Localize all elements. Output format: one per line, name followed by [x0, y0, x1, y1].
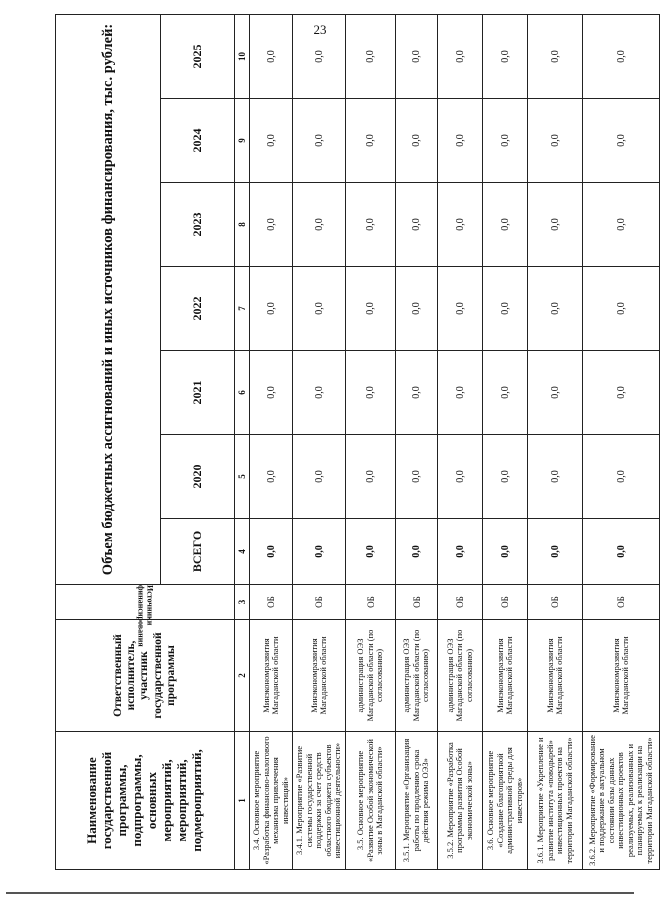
row-responsible: администрация ОЭЗ Магаданской области (по согласованию) — [396, 620, 438, 732]
row-value-2024: 0,0 — [346, 99, 396, 183]
table-row — [528, 14, 583, 869]
row-value-2022: 0,0 — [438, 267, 483, 351]
header-year-2022: 2022 — [161, 267, 235, 351]
row-responsible: администрация ОЭЗ Магаданской области (по согласованию) — [346, 620, 396, 732]
row-source: ОБ — [438, 585, 483, 620]
row-value-2022: 0,0 — [396, 267, 438, 351]
header-responsible: Ответственный исполнитель, участник государственной программы — [56, 620, 235, 732]
column-number: 6 — [235, 351, 250, 435]
column-number: 7 — [235, 267, 250, 351]
row-value-2024: 0,0 — [528, 99, 583, 183]
table-row — [483, 14, 528, 869]
column-number: 9 — [235, 99, 250, 183]
row-value-2025: 0,0 — [293, 14, 346, 98]
row-value-2021: 0,0 — [583, 351, 660, 435]
row-value-2020: 0,0 — [346, 435, 396, 519]
row-value-2023: 0,0 — [346, 183, 396, 267]
row-value-2023: 0,0 — [528, 183, 583, 267]
row-value-2022: 0,0 — [346, 267, 396, 351]
row-source: ОБ — [250, 585, 293, 620]
row-value-2022: 0,0 — [250, 267, 293, 351]
row-name: 3.6.1. Мероприятие «Укрепление и развитие института «поводырей» инвестиционных проектов на территории Магаданской области» — [528, 732, 583, 870]
row-responsible: администрация ОЭЗ Магаданской области (по согласованию) — [438, 620, 483, 732]
row-value-2025: 0,0 — [396, 14, 438, 98]
row-value-2023: 0,0 — [396, 183, 438, 267]
row-value-2020: 0,0 — [396, 435, 438, 519]
row-name: 3.5.1. Мероприятие «Организация работы по продлению срока действия режима ОЭЗ» — [396, 732, 438, 870]
row-value-2020: 0,0 — [438, 435, 483, 519]
header-year-2021: 2021 — [161, 351, 235, 435]
row-value-2022: 0,0 — [528, 267, 583, 351]
column-number: 3 — [235, 585, 250, 620]
row-responsible: Минэкономразвития Магаданской области — [250, 620, 293, 732]
header-total: ВСЕГО — [161, 519, 235, 585]
row-name: 3.4.1. Мероприятие «Развитие системы государственной поддержки за счет средств областного бюджета субъектов инвестиционной деятельности» — [293, 732, 346, 870]
row-name: 3.5. Основное мероприятие «Развитие Особой экономической зоны в Магаданской области» — [346, 732, 396, 870]
table-row — [438, 14, 483, 869]
row-value-2021: 0,0 — [396, 351, 438, 435]
page-bottom-rule — [6, 892, 634, 894]
row-value-2021: 0,0 — [528, 351, 583, 435]
row-value-2021: 0,0 — [438, 351, 483, 435]
table-row — [293, 14, 346, 869]
row-responsible: Минэкономразвития Магаданской области — [293, 620, 346, 732]
row-source: ОБ — [396, 585, 438, 620]
header-year-2023: 2023 — [161, 183, 235, 267]
row-responsible: Минэкономразвития Магаданской области — [528, 620, 583, 732]
header-year-2024: 2024 — [161, 99, 235, 183]
column-number: 4 — [235, 519, 250, 585]
row-value-2021: 0,0 — [293, 351, 346, 435]
row-source: ОБ — [293, 585, 346, 620]
rotated-table-wrapper — [55, 15, 654, 870]
row-value-2021: 0,0 — [250, 351, 293, 435]
row-value-2024: 0,0 — [293, 99, 346, 183]
table-row — [250, 14, 293, 869]
header-year-2020: 2020 — [161, 435, 235, 519]
funding-table — [55, 14, 660, 870]
header-source — [56, 585, 235, 647]
row-value-2024: 0,0 — [396, 99, 438, 183]
row-total: 0,0 — [346, 519, 396, 585]
row-value-2021: 0,0 — [483, 351, 528, 435]
header-funding: Объем бюджетных ассигнований и иных источников финансирования, тыс. рублей: — [56, 14, 161, 584]
header-year-2025: 2025 — [161, 14, 235, 98]
row-value-2022: 0,0 — [483, 267, 528, 351]
row-value-2024: 0,0 — [438, 99, 483, 183]
row-value-2023: 0,0 — [250, 183, 293, 267]
row-value-2021: 0,0 — [346, 351, 396, 435]
row-value-2020: 0,0 — [483, 435, 528, 519]
row-total: 0,0 — [396, 519, 438, 585]
row-value-2025: 0,0 — [346, 14, 396, 98]
row-value-2023: 0,0 — [583, 183, 660, 267]
row-value-2025: 0,0 — [528, 14, 583, 98]
row-value-2025: 0,0 — [483, 14, 528, 98]
row-value-2023: 0,0 — [293, 183, 346, 267]
row-name: 3.5.2. Мероприятие «Разработка программы развития Особой экономической зоны» — [438, 732, 483, 870]
row-source: ОБ — [483, 585, 528, 620]
page-number: 23 — [313, 22, 327, 37]
row-value-2025: 0,0 — [438, 14, 483, 98]
row-value-2020: 0,0 — [293, 435, 346, 519]
column-number: 1 — [235, 732, 250, 870]
row-total: 0,0 — [293, 519, 346, 585]
row-value-2025: 0,0 — [250, 14, 293, 98]
row-total: 0,0 — [438, 519, 483, 585]
column-number: 8 — [235, 183, 250, 267]
table-row — [396, 14, 438, 869]
row-value-2020: 0,0 — [250, 435, 293, 519]
row-value-2024: 0,0 — [583, 99, 660, 183]
row-value-2023: 0,0 — [438, 183, 483, 267]
row-total: 0,0 — [528, 519, 583, 585]
row-total: 0,0 — [583, 519, 660, 585]
column-number: 10 — [235, 14, 250, 98]
table-row — [583, 14, 660, 869]
row-source: ОБ — [346, 585, 396, 620]
row-value-2020: 0,0 — [583, 435, 660, 519]
header-name: Наименование государственной программы, подпрограммы, основных мероприятий, мероприятий, подмероприятий, — [56, 732, 235, 870]
column-number: 5 — [235, 435, 250, 519]
column-number: 2 — [235, 620, 250, 732]
row-total: 0,0 — [483, 519, 528, 585]
row-value-2025: 0,0 — [583, 14, 660, 98]
row-source: ОБ — [528, 585, 583, 620]
row-value-2022: 0,0 — [293, 267, 346, 351]
row-responsible: Минэкономразвития Магаданской области — [483, 620, 528, 732]
row-name: 3.4. Основное мероприятие «Разработка финансово-налогового механизма привлечения инвестиций» — [250, 732, 293, 870]
column-number-row — [235, 14, 250, 869]
row-source: ОБ — [583, 585, 660, 620]
row-responsible: Минэкономразвития Магаданской области — [583, 620, 660, 732]
table-row — [346, 14, 396, 869]
row-name: 3.6.2. Мероприятие «Формирование и поддержание в актуальном состоянии базы данных инвестиционных проектов реализуемых, реализованных и планируемых к реализации на территории Магаданской области» — [583, 732, 660, 870]
row-total: 0,0 — [250, 519, 293, 585]
row-name: 3.6. Основное мероприятие «Создание благоприятной административной среды для инвесторов» — [483, 732, 528, 870]
header-source-label: Источники финансирования — [137, 585, 155, 647]
row-value-2023: 0,0 — [483, 183, 528, 267]
row-value-2020: 0,0 — [528, 435, 583, 519]
row-value-2022: 0,0 — [583, 267, 660, 351]
row-value-2024: 0,0 — [483, 99, 528, 183]
row-value-2024: 0,0 — [250, 99, 293, 183]
